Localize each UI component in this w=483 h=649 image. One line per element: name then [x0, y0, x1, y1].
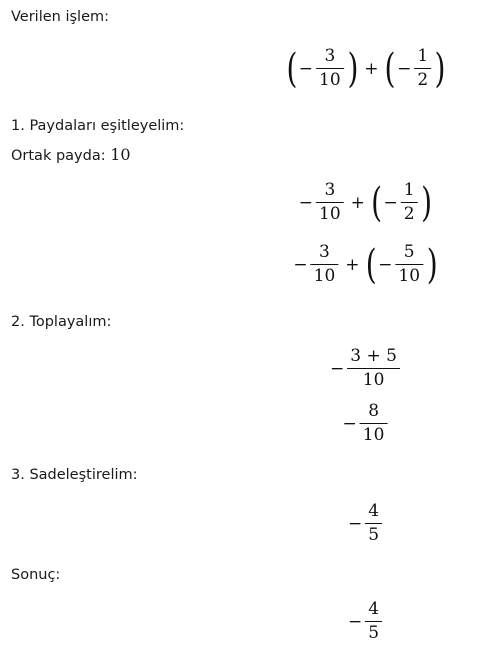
- minus-sign: −: [347, 513, 363, 534]
- denominator: 5: [365, 523, 382, 545]
- denominator: 2: [401, 202, 418, 224]
- minus-sign: −: [347, 611, 363, 632]
- common-denominator-label: Ortak payda:: [11, 148, 106, 164]
- minus-sign: −: [330, 358, 345, 379]
- step2-label: 2. Toplayalım:: [11, 314, 112, 330]
- numerator: 3: [324, 46, 336, 66]
- denominator: 10: [316, 68, 344, 90]
- step2-expression-1: [330, 348, 402, 390]
- right-paren: ): [434, 45, 446, 92]
- fraction: [365, 503, 382, 545]
- left-paren: (: [384, 45, 396, 92]
- step1-label: 1. Paydaları eşitleyelim:: [11, 118, 185, 134]
- left-paren: (: [371, 179, 383, 226]
- left-paren: (: [365, 241, 377, 288]
- denominator: 10: [360, 423, 388, 445]
- numerator: 4: [368, 599, 380, 619]
- minus-sign: −: [378, 254, 393, 275]
- numerator: 3: [324, 180, 336, 200]
- plus-operator: +: [345, 254, 360, 275]
- step1-expression-2: [293, 241, 438, 288]
- numerator: 3: [319, 242, 330, 262]
- fraction: [360, 403, 388, 445]
- step3-expression: [348, 503, 384, 545]
- denominator: 5: [365, 621, 382, 643]
- minus-sign: −: [293, 254, 308, 275]
- denominator: 10: [311, 264, 339, 286]
- right-paren: ): [426, 241, 438, 288]
- given-expression: [285, 45, 447, 92]
- fraction: [395, 244, 423, 286]
- plus-operator: +: [350, 192, 365, 213]
- right-paren: ): [420, 179, 432, 226]
- minus-sign: −: [397, 58, 412, 79]
- minus-sign: −: [298, 192, 314, 213]
- numerator: 1: [403, 180, 415, 200]
- numerator: 3 + 5: [350, 346, 397, 366]
- common-denominator-line: [11, 145, 131, 164]
- minus-sign: −: [383, 192, 398, 213]
- minus-sign: −: [298, 58, 314, 79]
- denominator: 10: [347, 368, 400, 390]
- plus-operator: +: [364, 58, 379, 79]
- given-label: Verilen işlem:: [11, 9, 109, 25]
- left-paren: (: [286, 45, 298, 92]
- fraction: [414, 48, 431, 90]
- step2-expression-2: [343, 403, 390, 445]
- minus-sign: −: [342, 413, 357, 434]
- numerator: 1: [417, 46, 429, 66]
- denominator: 2: [414, 68, 431, 90]
- denominator: 10: [316, 202, 344, 224]
- right-paren: ): [347, 45, 358, 92]
- result-label: Sonuç:: [11, 567, 61, 583]
- numerator: 8: [368, 401, 380, 421]
- fraction: [401, 182, 418, 224]
- fraction: [316, 48, 344, 90]
- fraction: [316, 182, 344, 224]
- step3-label: 3. Sadeleştirelim:: [11, 467, 138, 483]
- fraction: [365, 601, 382, 643]
- fraction: [311, 244, 339, 286]
- fraction: [347, 348, 400, 390]
- common-denominator-value: 10: [110, 145, 131, 164]
- denominator: 10: [395, 264, 423, 286]
- result-expression: [348, 601, 384, 643]
- step1-expression-1: [298, 179, 433, 226]
- numerator: 5: [403, 242, 415, 262]
- numerator: 4: [368, 501, 380, 521]
